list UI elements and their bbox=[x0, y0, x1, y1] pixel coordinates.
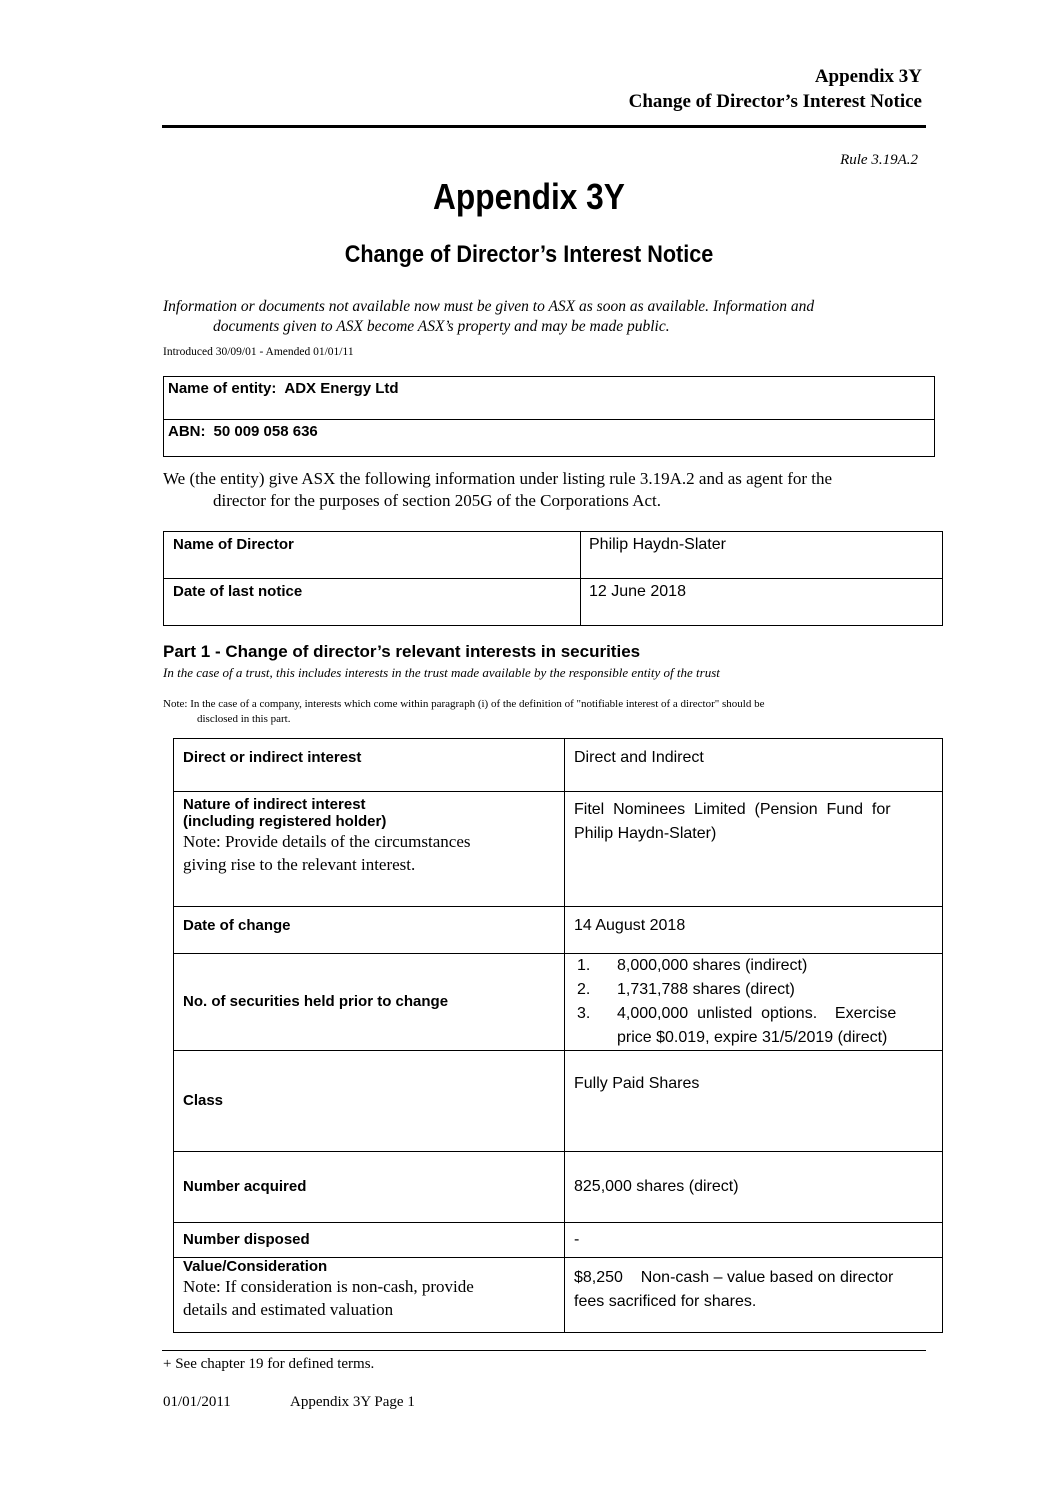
running-header-subtitle: Change of Director’s Interest Notice bbox=[628, 91, 922, 112]
row-value-cell bbox=[565, 1152, 943, 1223]
row-label-cell bbox=[174, 1152, 565, 1223]
value-value-line-2: fees sacrificed for shares. bbox=[574, 1293, 757, 1310]
intro-line-1: Information or documents not available now must be given to ASX as soon as available. Information and bbox=[163, 298, 815, 315]
interest-table bbox=[173, 738, 943, 1333]
list-text: 1,731,788 shares (direct) bbox=[617, 981, 795, 998]
nature-value-line-2: Philip Haydn-Slater) bbox=[574, 825, 717, 842]
acquired-label: Number acquired bbox=[183, 1178, 307, 1195]
nature-label-line-2: (including registered holder) bbox=[183, 813, 387, 830]
date-change-label: Date of change bbox=[183, 917, 291, 934]
page-subtitle: Change of Director’s Interest Notice bbox=[344, 241, 714, 268]
footer-page: Appendix 3Y Page 1 bbox=[290, 1394, 415, 1410]
table-row bbox=[174, 1223, 943, 1258]
intro-dates: Introduced 30/09/01 - Amended 01/01/11 bbox=[163, 346, 354, 358]
direct-indirect-value: Direct and Indirect bbox=[574, 749, 704, 766]
intro-line-2: documents given to ASX become ASX’s property and may be made public. bbox=[213, 318, 670, 335]
value-label: Value/Consideration bbox=[183, 1258, 328, 1275]
footer-see-chapter: + See chapter 19 for defined terms. bbox=[163, 1356, 375, 1372]
director-name-label-cell bbox=[164, 532, 581, 579]
list-text-continued: price $0.019, expire 31/5/2019 (direct) bbox=[617, 1029, 888, 1046]
entity-name-cell bbox=[164, 377, 935, 420]
row-label-cell bbox=[174, 1223, 565, 1258]
list-number: 1. bbox=[577, 957, 591, 974]
nature-label-line-1: Nature of indirect interest bbox=[183, 796, 366, 813]
entity-name-label: Name of entity: bbox=[168, 380, 277, 397]
part1-heading: Part 1 - Change of director’s relevant interests in securities bbox=[163, 642, 641, 661]
last-notice-label: Date of last notice bbox=[173, 583, 303, 600]
nature-value-line-1: Fitel Nominees Limited (Pension Fund for bbox=[574, 801, 891, 818]
running-header-title: Appendix 3Y bbox=[814, 66, 922, 87]
header-divider bbox=[162, 125, 926, 128]
table-row bbox=[174, 954, 943, 1051]
row-label-cell bbox=[174, 1051, 565, 1152]
row-value-cell bbox=[565, 1258, 943, 1333]
row-label-cell bbox=[174, 1258, 565, 1333]
page-title: Appendix 3Y bbox=[433, 176, 625, 217]
row-label-cell bbox=[174, 792, 565, 907]
row-value-cell bbox=[565, 792, 943, 907]
list-item bbox=[577, 954, 933, 978]
class-value: Fully Paid Shares bbox=[574, 1075, 700, 1092]
last-notice-value: 12 June 2018 bbox=[589, 583, 686, 600]
row-value-cell bbox=[565, 1051, 943, 1152]
part1-note-line-2: disclosed in this part. bbox=[197, 713, 291, 725]
running-header bbox=[629, 64, 922, 114]
row-value-cell bbox=[565, 1223, 943, 1258]
list-text: 4,000,000 unlisted options. Exercise bbox=[617, 1005, 897, 1022]
statement-line-1: We (the entity) give ASX the following information under listing rule 3.19A.2 and as agent for the bbox=[163, 469, 833, 488]
disposed-value: - bbox=[574, 1231, 580, 1248]
disposed-label: Number disposed bbox=[183, 1231, 310, 1248]
entity-table bbox=[163, 376, 935, 457]
list-number: 3. bbox=[577, 1005, 591, 1022]
last-notice-label-cell bbox=[164, 579, 581, 626]
value-value-line-1: $8,250 Non-cash – value based on director bbox=[574, 1269, 894, 1286]
nature-note-line-1: Note: Provide details of the circumstances bbox=[183, 832, 471, 851]
table-row bbox=[174, 1152, 943, 1223]
date-change-value: 14 August 2018 bbox=[574, 917, 686, 934]
director-table bbox=[163, 531, 943, 626]
rule-reference: Rule 3.19A.2 bbox=[840, 152, 918, 168]
prior-holdings-list bbox=[577, 954, 933, 1050]
list-item bbox=[577, 978, 933, 1002]
row-value-cell bbox=[565, 907, 943, 954]
part1-note bbox=[163, 697, 764, 727]
direct-indirect-label: Direct or indirect interest bbox=[183, 749, 362, 766]
list-number: 2. bbox=[577, 981, 591, 998]
table-row bbox=[174, 739, 943, 792]
intro-paragraph bbox=[163, 297, 814, 337]
footer-divider bbox=[162, 1350, 926, 1351]
acquired-value: 825,000 shares (direct) bbox=[574, 1178, 739, 1195]
value-note-line-2: details and estimated valuation bbox=[183, 1300, 394, 1319]
table-row bbox=[174, 1051, 943, 1152]
entity-abn-cell bbox=[164, 420, 935, 457]
director-name-value: Philip Haydn-Slater bbox=[589, 536, 726, 553]
row-label-cell bbox=[174, 907, 565, 954]
director-name-value-cell bbox=[581, 532, 943, 579]
table-row bbox=[174, 907, 943, 954]
table-row bbox=[174, 792, 943, 907]
entity-abn-value: 50 009 058 636 bbox=[213, 423, 318, 440]
statement-paragraph bbox=[163, 468, 832, 512]
part1-subheading: In the case of a trust, this includes interests in the trust made available by the responsible entity of the trust bbox=[163, 665, 720, 680]
class-label: Class bbox=[183, 1092, 224, 1109]
statement-line-2: director for the purposes of section 205G of the Corporations Act. bbox=[213, 491, 662, 510]
row-label-cell bbox=[174, 739, 565, 792]
row-value-cell bbox=[565, 739, 943, 792]
footer-date: 01/01/2011 bbox=[163, 1394, 231, 1410]
list-item bbox=[577, 1002, 933, 1050]
value-note-line-1: Note: If consideration is non-cash, provide bbox=[183, 1277, 474, 1296]
entity-abn-label: ABN: bbox=[168, 423, 206, 440]
entity-name-value: ADX Energy Ltd bbox=[284, 380, 399, 397]
nature-note-line-2: giving rise to the relevant interest. bbox=[183, 855, 416, 874]
row-value-cell bbox=[565, 954, 943, 1051]
list-text: 8,000,000 shares (indirect) bbox=[617, 957, 808, 974]
last-notice-value-cell bbox=[581, 579, 943, 626]
part1-note-line-1: Note: In the case of a company, interests which come within paragraph (i) of the definition of "notifiable interest of a director" should be bbox=[163, 698, 765, 710]
row-label-cell bbox=[174, 954, 565, 1051]
table-row bbox=[174, 1258, 943, 1333]
director-name-label: Name of Director bbox=[173, 536, 294, 553]
prior-holdings-label: No. of securities held prior to change bbox=[183, 993, 449, 1010]
